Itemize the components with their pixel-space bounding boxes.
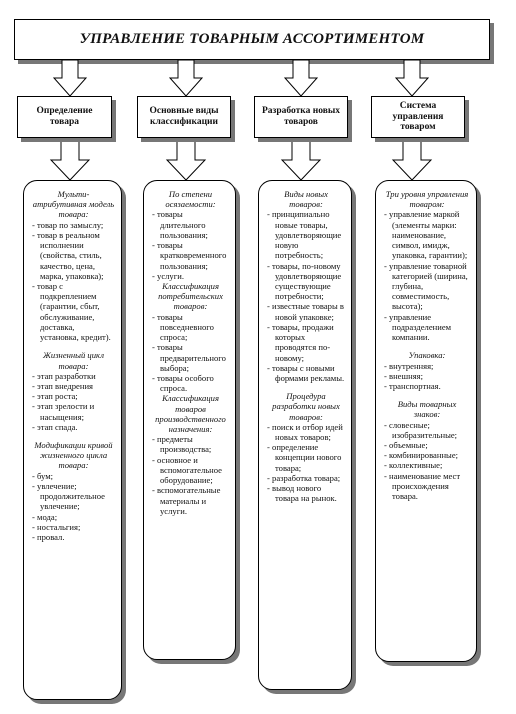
section-title: По степени осязаемости: bbox=[165, 189, 216, 210]
item-list bbox=[152, 209, 229, 281]
down-arrow-icon bbox=[285, 60, 317, 96]
list-item: - основное и вспомогательное оборудование; bbox=[152, 455, 229, 486]
list-item: - товар по замыслу; bbox=[32, 220, 115, 230]
header-box-4 bbox=[371, 96, 465, 138]
header-label: Основные виды классификации bbox=[149, 106, 219, 127]
item-list bbox=[384, 361, 470, 392]
page-title: УПРАВЛЕНИЕ ТОВАРНЫМ АССОРТИМЕНТОМ bbox=[79, 31, 425, 47]
list-item: - товар в реальном исполнении (свойства, стиль, качество, цена, марка, упаковка); bbox=[32, 230, 115, 281]
list-item: - вывод нового товара на рынок. bbox=[267, 483, 345, 503]
section-title: Мульти-атрибутивная модель товара: bbox=[32, 189, 115, 220]
list-item: - комбинированные; bbox=[384, 450, 470, 460]
list-item: - внешняя; bbox=[384, 371, 470, 381]
list-item: - наименование мест происхождения товара. bbox=[384, 471, 470, 502]
list-item: - товары длительного пользования; bbox=[152, 209, 229, 240]
header-label: Система управления товаром bbox=[392, 100, 444, 133]
list-item: - этап внедрения bbox=[32, 381, 115, 391]
item-list bbox=[32, 371, 115, 432]
column-1 bbox=[23, 180, 122, 700]
list-item: - провал. bbox=[32, 532, 115, 542]
section-title: Упаковка: bbox=[408, 350, 446, 361]
section-title: Модификации кривой жизненного цикла товара: bbox=[34, 440, 113, 471]
down-arrow-icon bbox=[167, 138, 205, 180]
section-title: Классификация потребительских товаров: bbox=[158, 280, 223, 312]
down-arrow-icon bbox=[170, 60, 202, 96]
item-list bbox=[384, 420, 470, 502]
list-item: - управление товарной категорией (ширина, глубина, совместимость, высота); bbox=[384, 261, 470, 312]
item-list bbox=[384, 209, 470, 342]
list-item: - товары, продажи которых проводятся по-новому; bbox=[267, 322, 345, 363]
list-item: - принципиально новые товары, удовлетворяющие новую потребность; bbox=[267, 209, 345, 260]
item-list bbox=[267, 422, 345, 504]
section-title: Жизненный цикл товара: bbox=[43, 350, 104, 371]
down-arrow-icon bbox=[396, 60, 428, 96]
item-list bbox=[32, 471, 115, 543]
list-item: - внутренняя; bbox=[384, 361, 470, 371]
list-item: - товары предварительного выбора; bbox=[152, 342, 229, 373]
list-item: - предметы производства; bbox=[152, 434, 229, 454]
list-item: - поиск и отбор идей новых товаров; bbox=[267, 422, 345, 442]
down-arrow-icon bbox=[282, 138, 320, 180]
item-list bbox=[152, 312, 229, 394]
list-item: - товары кратковременного пользования; bbox=[152, 240, 229, 271]
down-arrow-icon bbox=[51, 138, 89, 180]
header-box-2 bbox=[137, 96, 231, 138]
list-item: - услуги. bbox=[152, 271, 229, 281]
list-item: - известные товары в новой упаковке; bbox=[267, 301, 345, 321]
header-box-3 bbox=[254, 96, 348, 138]
list-item: - транспортная. bbox=[384, 381, 470, 391]
list-item: - товары с новыми формами рекламы. bbox=[267, 363, 345, 383]
header-box-1 bbox=[17, 96, 112, 138]
list-item: - определение концепции нового товара; bbox=[267, 442, 345, 473]
list-item: - товары особого спроса. bbox=[152, 373, 229, 393]
header-label: Определение товара bbox=[36, 106, 93, 127]
list-item: - бум; bbox=[32, 471, 115, 481]
list-item: - увлечение; продолжительное увлечение; bbox=[32, 481, 115, 512]
list-item: - управление подразделением компании. bbox=[384, 312, 470, 343]
section-title: Три уровня управления товаром: bbox=[385, 189, 469, 210]
list-item: - разработка товара; bbox=[267, 473, 345, 483]
list-item: - коллективные; bbox=[384, 460, 470, 470]
list-item: - товары, по-новому удовлетворяющие существующие потребности; bbox=[267, 261, 345, 302]
list-item: - этап зрелости и насыщения; bbox=[32, 401, 115, 421]
down-arrow-icon bbox=[54, 60, 86, 96]
list-item: - товар с подкреплением (гарантии, сбыт, обслуживание, доставка, установка, кредит). bbox=[32, 281, 115, 342]
list-item: - управление маркой (элементы марки: наименование, символ, имидж, упаковка, гарантии); bbox=[384, 209, 470, 260]
list-item: - объемные; bbox=[384, 440, 470, 450]
list-item: - этап разработки bbox=[32, 371, 115, 381]
list-item: - мода; bbox=[32, 512, 115, 522]
down-arrow-icon bbox=[393, 138, 431, 180]
list-item: - словесные; изобразительные; bbox=[384, 420, 470, 440]
item-list bbox=[267, 209, 345, 383]
header-label: Разработка новых товаров bbox=[261, 106, 341, 127]
list-item: - этап спада. bbox=[32, 422, 115, 432]
list-item: - вспомогательные материалы и услуги. bbox=[152, 485, 229, 516]
section-title: Виды новых товаров: bbox=[284, 189, 328, 210]
list-item: - товары повседневного спроса; bbox=[152, 312, 229, 343]
item-list bbox=[32, 220, 115, 343]
list-item: - ностальгия; bbox=[32, 522, 115, 532]
column-4 bbox=[375, 180, 477, 662]
section-title: Процедура разработки новых товаров: bbox=[272, 391, 340, 422]
column-3 bbox=[258, 180, 352, 690]
list-item: - этап роста; bbox=[32, 391, 115, 401]
section-title: Виды товарных знаков: bbox=[397, 399, 457, 420]
item-list bbox=[152, 434, 229, 516]
column-2 bbox=[143, 180, 236, 660]
section-title: Классификация товаров производственного назначения: bbox=[155, 393, 226, 435]
